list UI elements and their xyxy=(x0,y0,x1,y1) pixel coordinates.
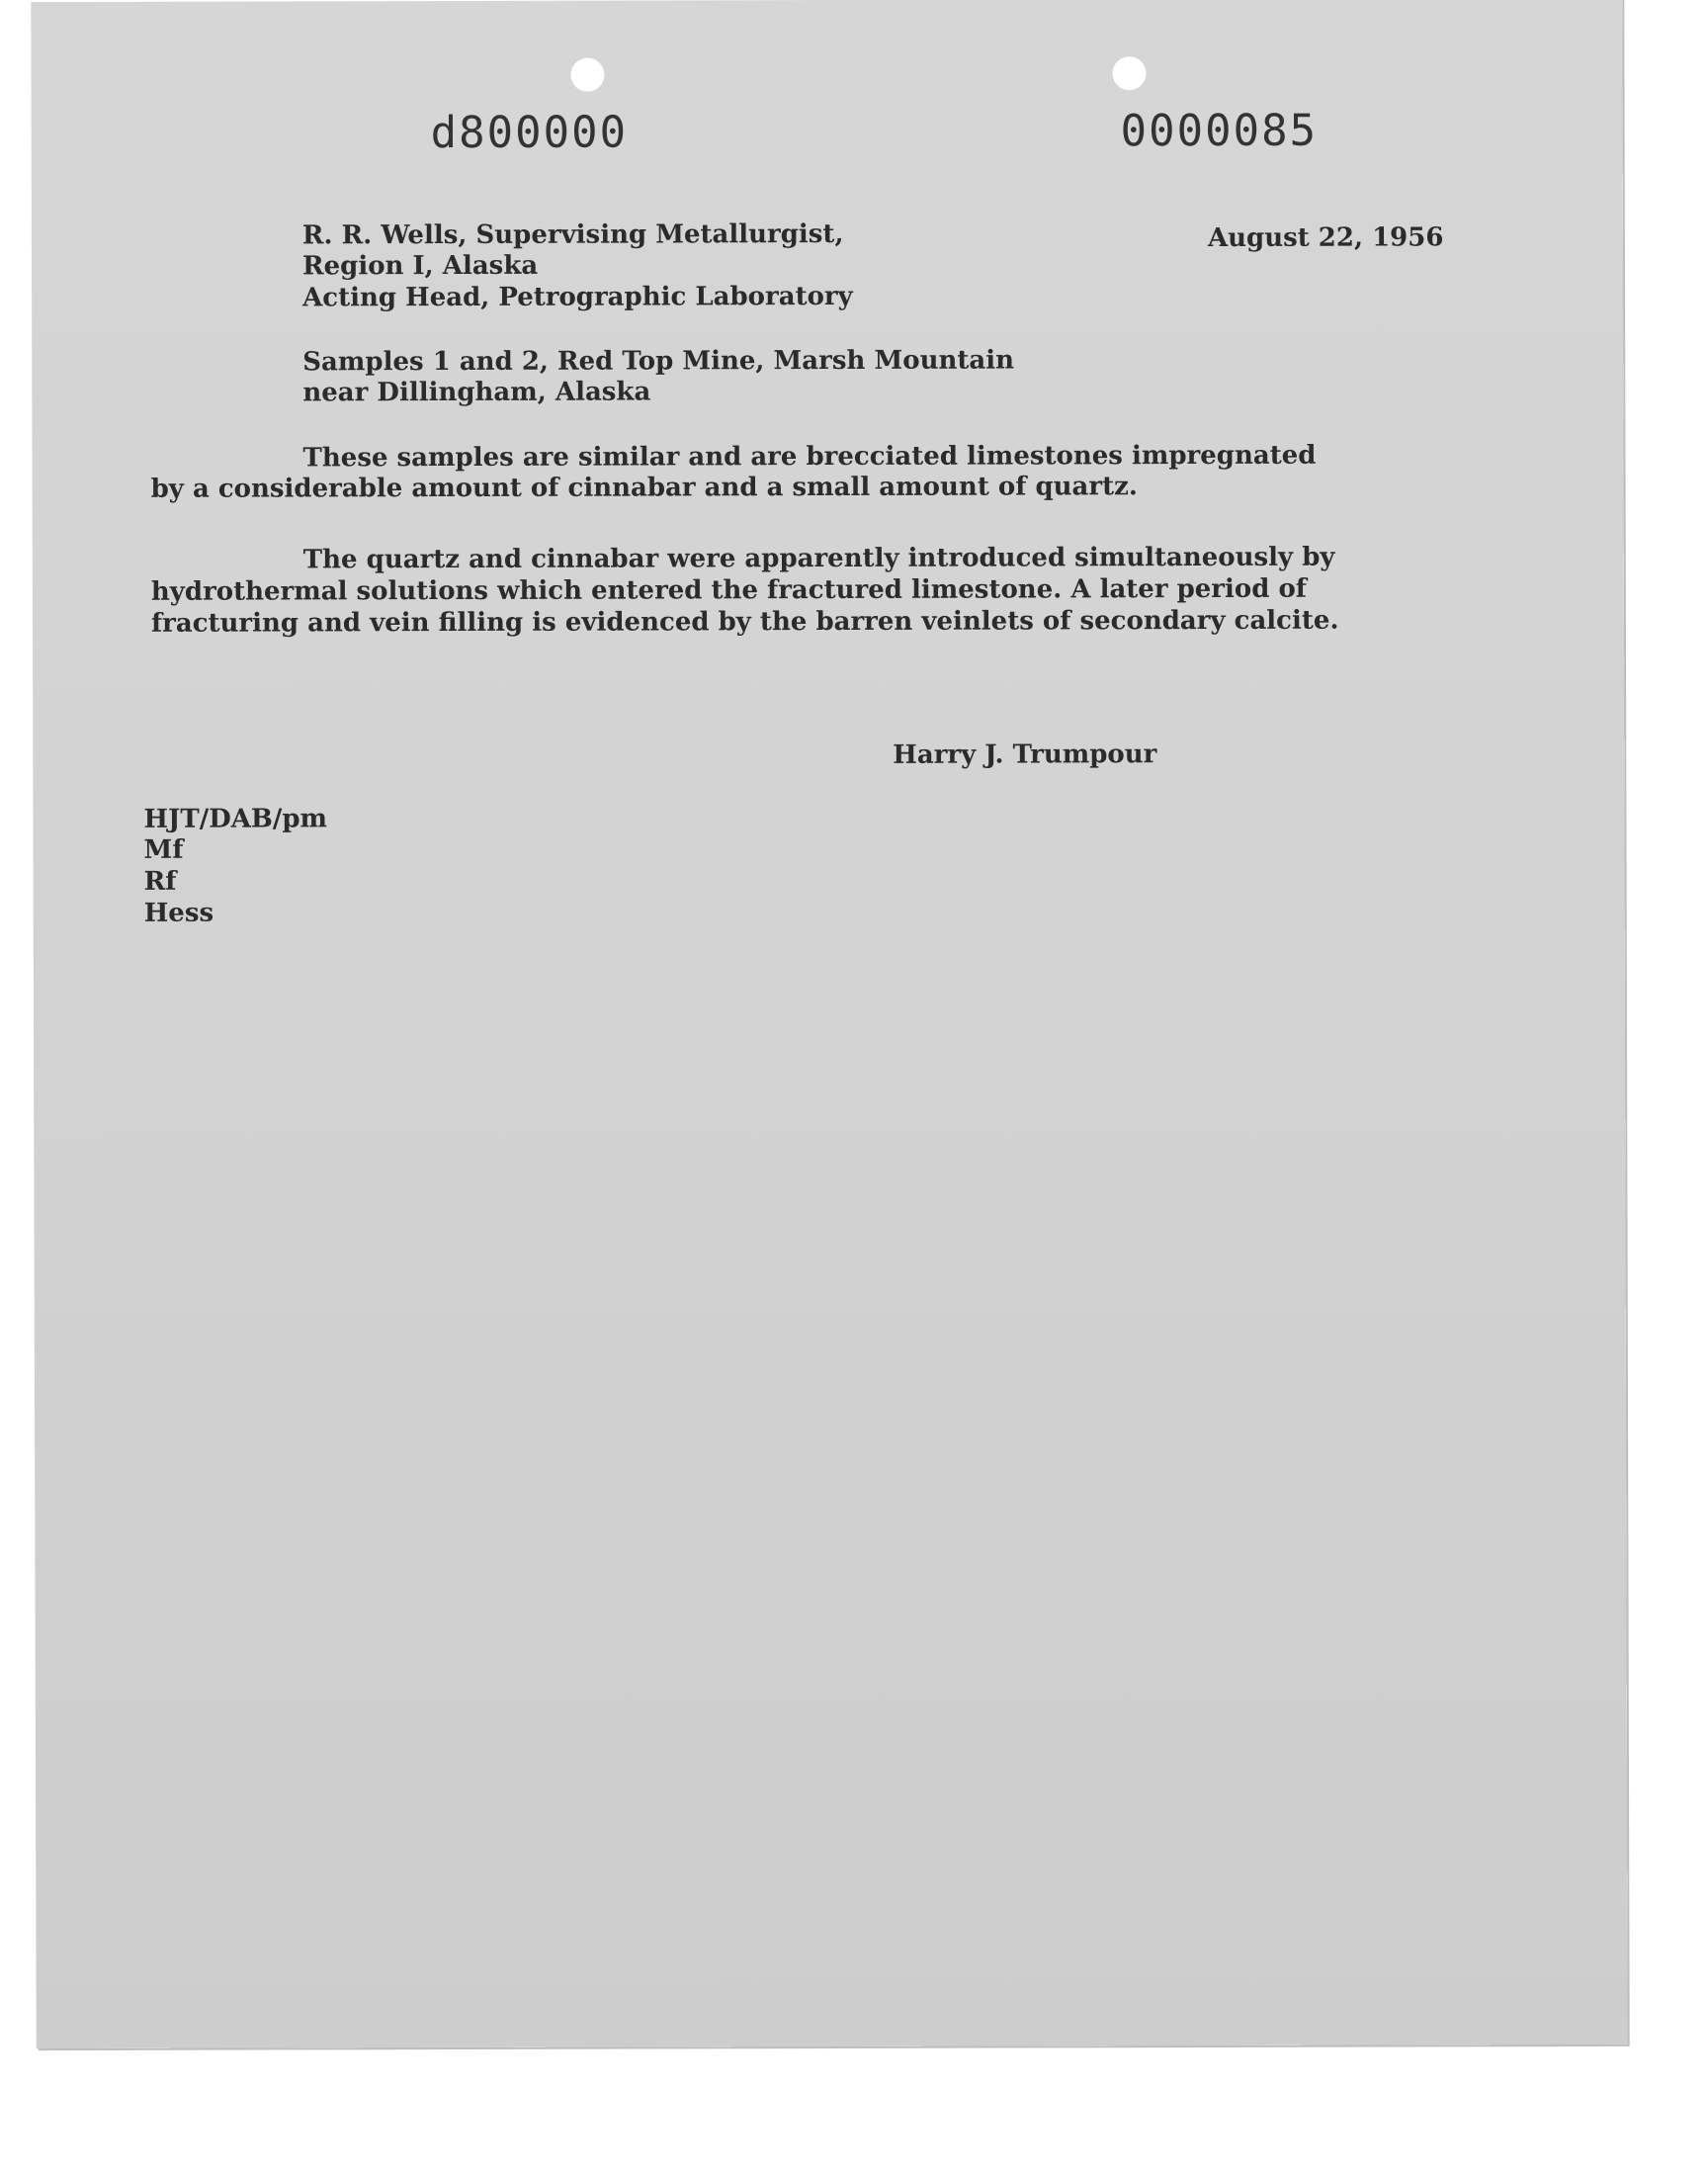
distribution-line-3: Rf xyxy=(143,866,177,897)
punch-hole-right xyxy=(1112,56,1146,90)
letter-date: August 22, 1956 xyxy=(1207,222,1444,253)
punch-hole-left xyxy=(570,58,604,92)
from-line-2: Region I, Alaska xyxy=(301,250,539,282)
file-number-right: 0000085 xyxy=(1120,105,1319,157)
paragraph-1-line-1: These samples are similar and are brecciated limestones impregnated xyxy=(302,440,1317,474)
distribution-line-4: Hess xyxy=(143,898,214,928)
from-line-1: R. R. Wells, Supervising Metallurgist, xyxy=(301,218,844,251)
distribution-line-1: HJT/DAB/pm xyxy=(143,804,328,834)
paragraph-2-line-2: hydrothermal solutions which entered the fractured limestone. A later period of xyxy=(150,573,1308,607)
document-page xyxy=(31,0,1627,2048)
subject-line-2: near Dillingham, Alaska xyxy=(302,377,651,408)
subject-line-1: Samples 1 and 2, Red Top Mine, Marsh Mountain xyxy=(302,345,1015,378)
paragraph-1-line-2: by a considerable amount of cinnabar and a small amount of quartz. xyxy=(150,472,1138,504)
signature-name: Harry J. Trumpour xyxy=(893,740,1157,770)
paragraph-2-line-1: The quartz and cinnabar were apparently introduced simultaneously by xyxy=(302,542,1335,575)
from-line-3: Acting Head, Petrographic Laboratory xyxy=(302,281,853,313)
distribution-line-2: Mf xyxy=(143,834,184,865)
file-number-left: d800000 xyxy=(430,107,629,159)
paragraph-2-line-3: fracturing and vein filling is evidenced by the barren veinlets of secondary calcite. xyxy=(150,605,1339,639)
